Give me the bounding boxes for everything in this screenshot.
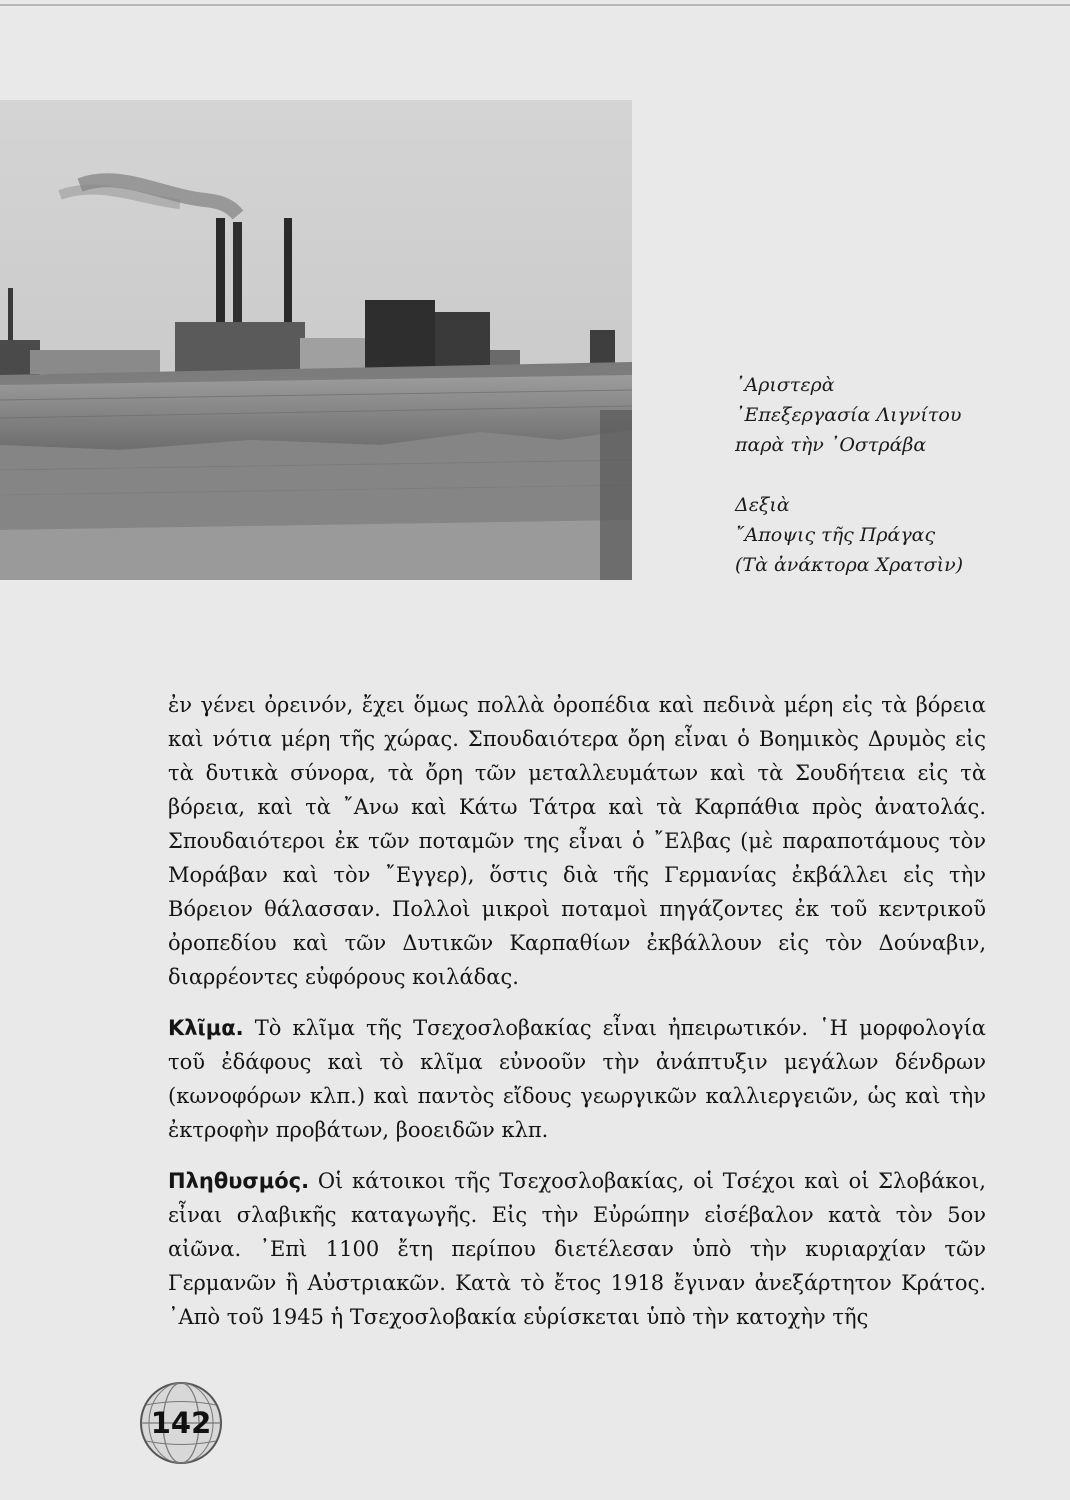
intro-paragraph: ἐν γένει ὀρεινόν, ἔχει ὅμως πολλὰ ὀροπέδια καὶ πεδινὰ μέρη εἰς τὰ βόρεια καὶ νότια μέρη τῆς χώρας. Σπουδαιότερα ὄρη εἶναι ὁ Βοημικὸς Δρυμὸς εἰς τὰ δυτικὰ σύνορα, τὰ ὄρη τῶν μεταλλευμάτων καὶ τὰ Σουδήτεια εἰς τὰ βόρεια, καὶ τὰ ῎Ανω καὶ Κάτω Τάτρα καὶ τὰ Καρπάθια πρὸς ἀνατολάς. Σπουδαιότεροι ἐκ τῶν ποταμῶν της εἶναι ὁ ῎Ελβας (μὲ παραποτάμους τὸν Μοράβαν καὶ τὸν ῎Εγγερ), ὅστις διὰ τῆς Γερμανίας ἐκβάλλει εἰς τὴν Βόρειον θάλασσαν. Πολλοὶ μικροὶ ποταμοὶ πηγάζοντες ἐκ τοῦ κεντρικοῦ ὀροπεδίου καὶ τῶν Δυτικῶν Καρπαθίων ἐκβάλλουν εἰς τὸν Δούναβιν, διαρρέοντες εὐφόρους κοιλάδας.: [168, 693, 986, 989]
page-number-badge: [138, 1380, 224, 1466]
climate-text: Τὸ κλῖμα τῆς Τσεχοσλοβακίας εἶναι ἠπειρωτικόν. ῾Η μορφολογία τοῦ ἐδάφους καὶ τὸ κλῖμα εὐνοοῦν τὴν ἀνάπτυξιν μεγάλων δένδρων (κωνοφόρων κλπ.) καὶ παντὸς εἴδους γεωργικῶν καλλιεργειῶν, ὡς καὶ τὴν ἐκτροφὴν προβάτων, βοοειδῶν κλπ.: [168, 1016, 986, 1142]
caption-left-line1: ᾿Επεξεργασία Λιγνίτου: [735, 404, 962, 426]
caption-left-line2: παρὰ τὴν ᾿Οστράβα: [735, 434, 927, 456]
caption-right-title: Δεξιὰ: [735, 494, 790, 516]
caption-right-line1: ῎Αποψις τῆς Πράγας: [735, 524, 936, 546]
climate-paragraph: [168, 1011, 986, 1147]
top-rule: [0, 4, 1070, 6]
page-number: 142: [150, 1406, 212, 1440]
industrial-landscape-photo: [0, 100, 632, 580]
caption-left-title: ᾿Αριστερὰ: [735, 374, 835, 396]
caption-right-line2: (Τὰ ἀνάκτορα Χρατσὶν): [735, 554, 964, 576]
population-paragraph: [168, 1164, 986, 1334]
photo-caption: [735, 370, 1055, 580]
body-text: [168, 688, 986, 1334]
population-text: Οἱ κάτοικοι τῆς Τσεχοσλοβακίας, οἱ Τσέχοι καὶ οἱ Σλοβάκοι, εἶναι σλαβικῆς καταγωγῆς. Εἰς τὴν Εὐρώπην εἰσέβαλον κατὰ τὸν 5ον αἰῶνα. ᾿Επὶ 1100 ἔτη περίπου διετέλεσαν ὑπὸ τὴν κυριαρχίαν τῶν Γερμανῶν ἢ Αὐστριακῶν. Κατὰ τὸ ἔτος 1918 ἔγιναν ἀνεξάρτητον Κράτος. ᾿Απὸ τοῦ 1945 ἡ Τσεχοσλοβακία εὑρίσκεται ὑπὸ τὴν κατοχὴν τῆς: [168, 1169, 986, 1329]
climate-heading: Κλῖμα.: [168, 1016, 244, 1040]
population-heading: Πληθυσμός.: [168, 1169, 310, 1193]
